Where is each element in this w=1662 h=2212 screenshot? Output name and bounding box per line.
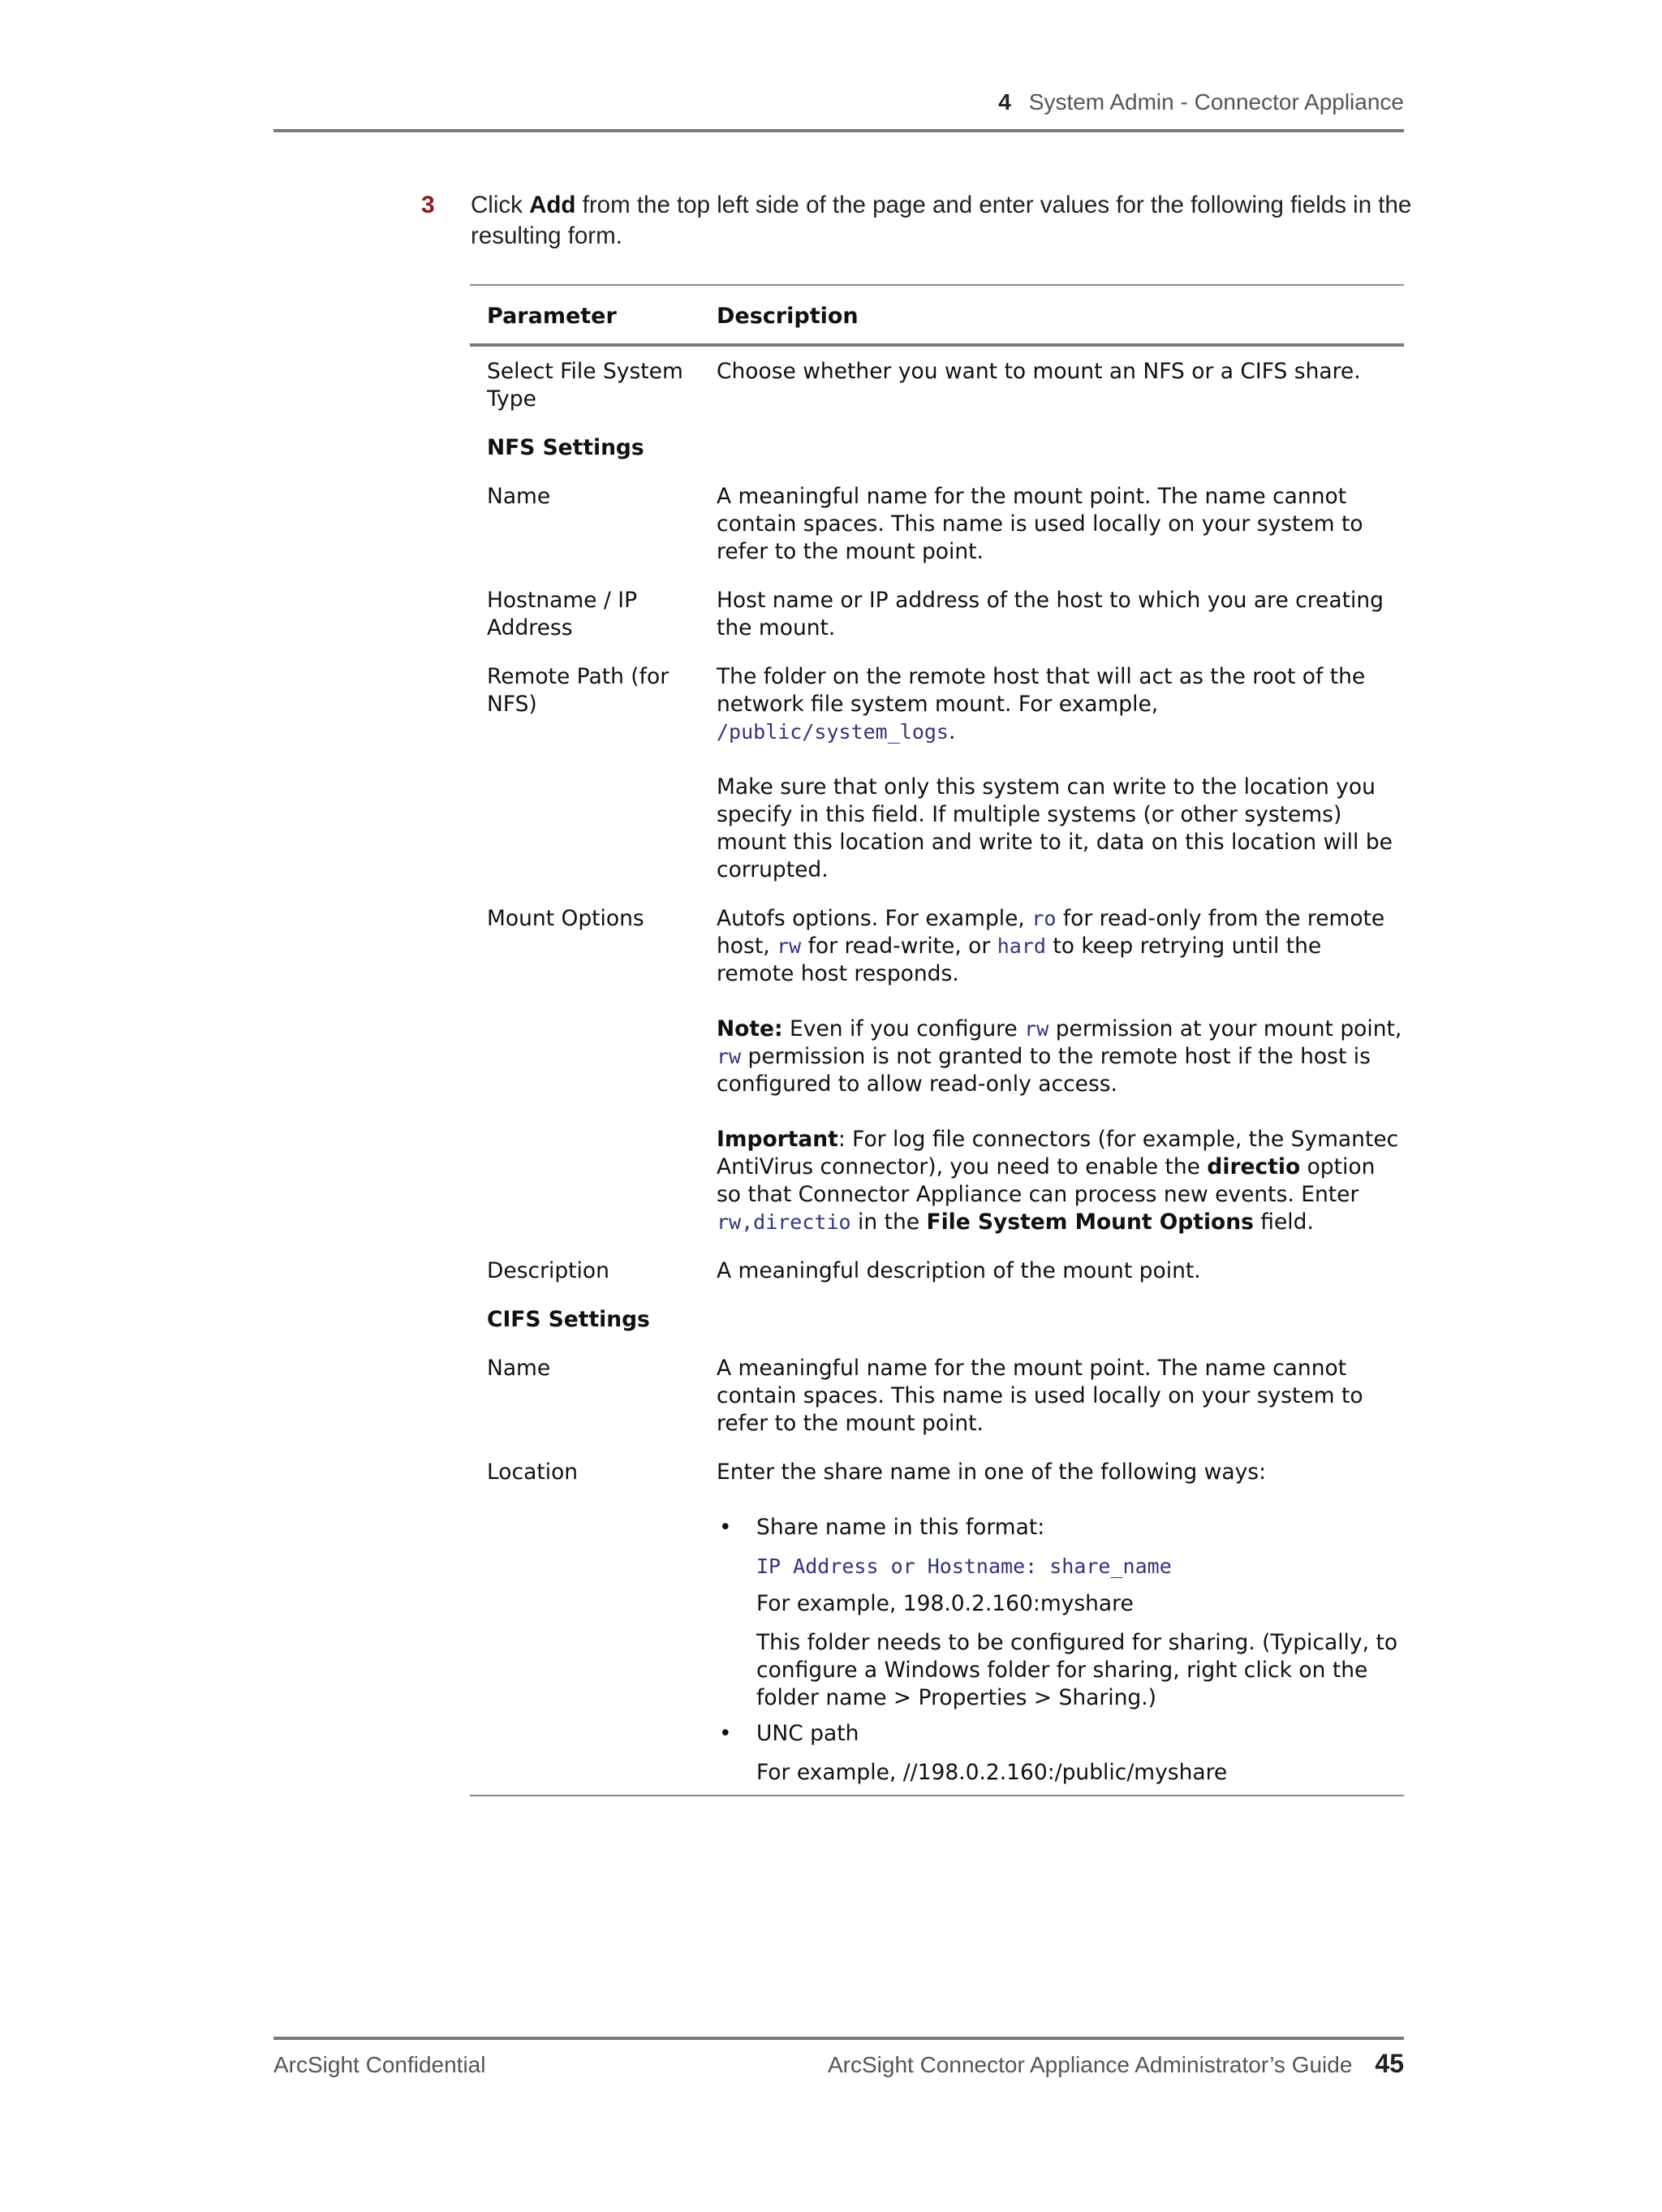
param-cell: Location [487,1460,579,1485]
desc-text: to keep retrying until the remote host responds. [717,934,1322,986]
step-text-rest: from the top left side of the page and enter values for the following fields in the resulting form. [471,192,1412,249]
bullet-text: UNC path [756,1721,859,1746]
desc-text: Even if you configure [782,1016,1025,1041]
param-cell: Description [487,1258,609,1283]
desc-text: option so that Connector Appliance can process new events. Enter [717,1154,1376,1207]
param-cell: Name [487,1356,551,1381]
important-label: Important [717,1127,838,1152]
parameter-table [470,284,1404,1796]
code-share-format: IP Address or Hostname: share_name [756,1554,1172,1578]
param-cell: Mount Options [487,906,644,931]
bullet-text: Share name in this format: [756,1515,1045,1540]
directio-term: directio [1207,1154,1301,1179]
code-rw: rw [717,1045,742,1068]
table-row [470,1257,1404,1285]
guide-title: ArcSight Connector Appliance Administrator’s Guide [827,2052,1353,2077]
param-cell: Select File System Type [487,359,683,412]
desc-text: in the [850,1209,927,1235]
desc-cell: A meaningful name for the mount point. The name cannot contain spaces. This name is used locally on your system to refer to the mount point. [717,484,1363,564]
footer-confidential: ArcSight Confidential [273,2052,486,2077]
desc-cell [717,1459,1404,1787]
desc-text: : For log file connectors (for example, the Symantec AntiVirus connector), you need to enable the [717,1127,1399,1179]
desc-cell: Choose whether you want to mount an NFS or a CIFS share. [717,359,1361,384]
step-text-add: Add [529,192,576,218]
desc-text: field. [1253,1209,1314,1235]
code-path: /public/system_logs [717,720,949,744]
page-number: 45 [1375,2049,1404,2078]
running-header [273,89,1404,130]
table-header-row [470,286,1404,343]
location-options-list [717,1514,1404,1787]
bullet: • [719,1721,732,1746]
code-ro: ro [1031,907,1057,930]
desc-text: permission at your mount point, [1048,1016,1402,1041]
step-text [471,190,1412,252]
table-row [470,905,1404,1236]
footer-rule [273,2037,1404,2040]
code-rw: rw [777,934,802,958]
section-title-nfs: NFS Settings [487,435,644,460]
param-cell: Remote Path (for NFS) [487,664,670,717]
desc-text: The folder on the remote host that will act as the root of the network file system mount. For example, [717,664,1366,717]
desc-cell: A meaningful description of the mount point. [717,1258,1201,1283]
desc-text: permission is not granted to the remote host if the host is configured to allow read-only access. [717,1044,1371,1097]
section-row [470,434,1404,462]
desc-cell: Host name or IP address of the host to which you are creating the mount. [717,588,1384,640]
table-row [470,663,1404,884]
code-rw-directio: rw,directio [717,1210,851,1234]
param-cell: Hostname / IP Address [487,588,638,640]
list-item [717,1514,1404,1712]
field-name: File System Mount Options [926,1209,1254,1235]
desc-text: Autofs options. For example, [717,906,1032,931]
table-row [470,358,1404,413]
step-text-click: Click [471,192,530,218]
desc-text: for read-only from the remote host, [717,906,1385,959]
note-label: Note: [717,1016,783,1041]
code-hard: hard [997,934,1046,958]
desc-cell [717,905,1404,1236]
example-text: For example, 198.0.2.160:myshare [756,1591,1134,1616]
chapter-title: System Admin - Connector Appliance [1028,89,1404,114]
table-row [470,483,1404,566]
header-parameter: Parameter [487,304,617,329]
table-row [470,1459,1404,1787]
desc-text: . [948,719,956,744]
desc-text: Enter the share name in one of the following ways: [717,1460,1267,1485]
desc-text: Make sure that only this system can write to the location you specify in this field. If multiple systems (or other systems) mount this location and write to it, data on this location will be corrupted. [717,774,1393,882]
table-row [470,1355,1404,1438]
sharing-note: This folder needs to be configured for sharing. (Typically, to configure a Windows folder for sharing, right click on the folder name > Properties > Sharing.) [756,1630,1398,1710]
footer-guide-title [828,2049,1404,2079]
section-title-cifs: CIFS Settings [487,1307,650,1332]
desc-text: for read-write, or [801,934,997,959]
header-description: Description [717,304,859,329]
desc-cell [717,663,1404,884]
table-header-rule [470,343,1404,347]
important-paragraph [717,1126,1404,1236]
section-row [470,1306,1404,1334]
chapter-number: 4 [998,89,1011,114]
desc-cell: A meaningful name for the mount point. The name cannot contain spaces. This name is used locally on your system to refer to the mount point. [717,1356,1363,1436]
list-item [717,1720,1404,1787]
header-rule [273,129,1404,132]
note-paragraph [717,1015,1404,1098]
step-number: 3 [421,192,435,218]
example-text: For example, //198.0.2.160:/public/myshare [756,1760,1228,1785]
table-bottom-rule [470,1795,1404,1796]
bullet: • [719,1515,732,1540]
table-row [470,587,1404,642]
code-rw: rw [1024,1017,1049,1041]
param-cell: Name [487,484,551,509]
